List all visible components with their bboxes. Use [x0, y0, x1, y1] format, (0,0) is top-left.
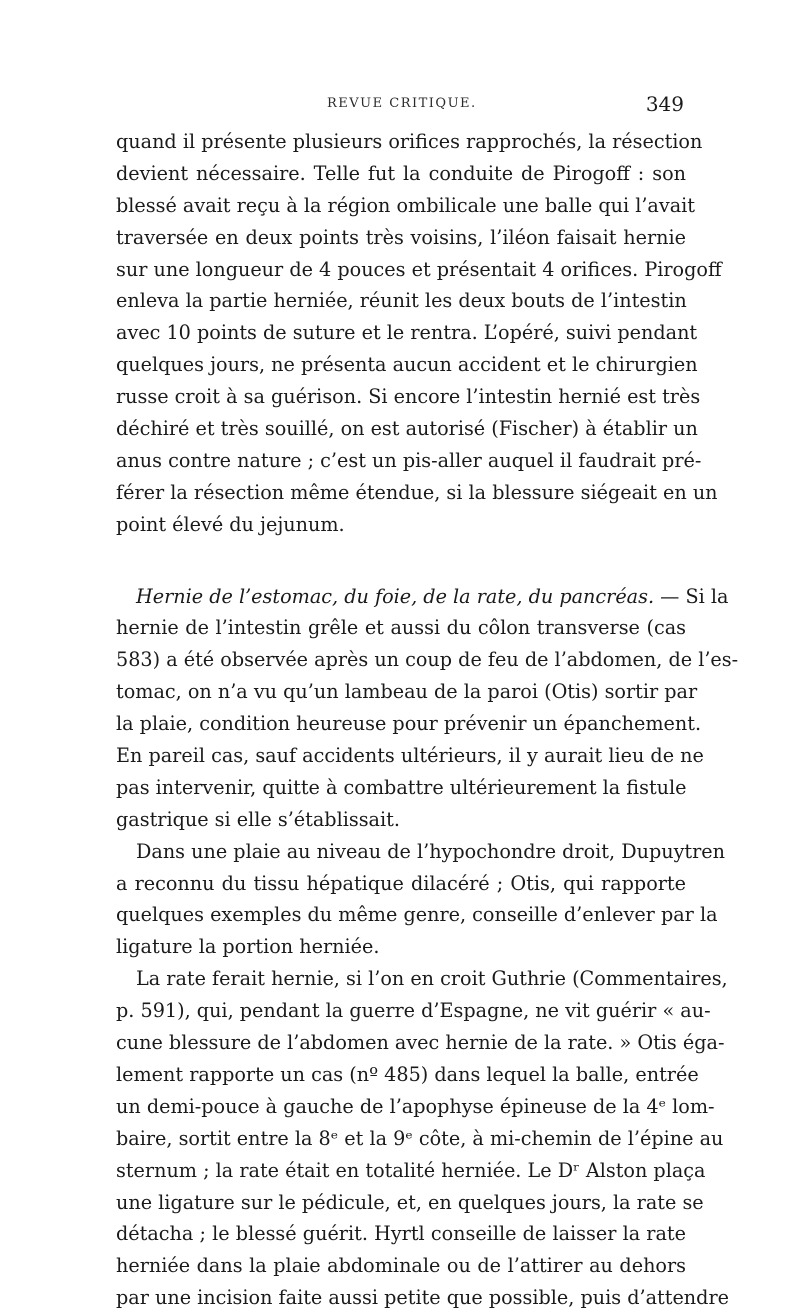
section-heading: Hernie de l’estomac, du foie, de la rate, du pancréas. — [136, 584, 655, 608]
text-line: férer la résection même étendue, si la blessure siégeait en un — [116, 480, 718, 504]
text-line: ligature la portion herniée. — [116, 935, 380, 959]
text-line: traversée en deux points très voisins, l’iléon faisait hernie — [116, 225, 686, 249]
text-line: pas intervenir, quitte à combattre ultérieurement la fistule — [116, 775, 687, 799]
body-text — [116, 126, 739, 1314]
text-line: lement rapporte un cas (nº 485) dans lequel la balle, entrée — [116, 1062, 699, 1086]
text-line: En pareil cas, sauf accidents ultérieurs, il y aurait lieu de ne — [116, 744, 704, 768]
text-line: russe croit à sa guérison. Si encore l’intestin hernié est très — [116, 385, 701, 409]
section-heading-line — [116, 581, 729, 613]
text-line: anus contre nature ; c’est un pis-aller auquel il faudrait pré- — [116, 448, 702, 472]
text-line: devient nécessaire. Telle fut la conduite de Pirogoff : son — [116, 161, 686, 185]
text-line: hernie de l’intestin grêle et aussi du côlon transverse (cas — [116, 616, 686, 640]
text-line: un demi-pouce à gauche de l’apophyse épineuse de la 4ᵉ lom- — [116, 1094, 715, 1118]
text-line: cune blessure de l’abdomen avec hernie de la rate. » Otis éga- — [116, 1031, 725, 1055]
text-line: une ligature sur le pédicule, et, en quelques jours, la rate se — [116, 1190, 704, 1214]
text-line: déchiré et très souillé, on est autorisé (Fischer) à établir un — [116, 417, 698, 441]
text-line: point élevé du jejunum. — [116, 512, 345, 536]
text-line: la plaie, condition heureuse pour prévenir un épanchement. — [116, 712, 702, 736]
text-line: a reconnu du tissu hépatique dilacéré ; Otis, qui rapporte — [116, 871, 686, 895]
text-line: quand il présente plusieurs orifices rapprochés, la résection — [116, 130, 703, 153]
text-line: enleva la partie herniée, réunit les deux bouts de l’intestin — [116, 289, 687, 313]
text-line: gastrique si elle s’établissait. — [116, 807, 400, 831]
page-number: 349 — [645, 92, 684, 116]
paragraph-3 — [116, 836, 726, 964]
text-line: quelques jours, ne présenta aucun accident et le chirurgien — [116, 353, 698, 377]
paragraph-2 — [116, 581, 739, 836]
text-line: herniée dans la plaie abdominale ou de l’attirer au dehors — [116, 1254, 686, 1278]
text-line: sur une longueur de 4 pouces et présentait 4 orifices. Pirogoff — [116, 257, 722, 281]
text-line: baire, sortit entre la 8ᵉ et la 9ᵉ côte, à mi-chemin de l’épine au — [116, 1126, 724, 1150]
text-line: p. 591), qui, pendant la guerre d’Espagne, ne vit guérir « au- — [116, 999, 711, 1023]
paragraph-1 — [116, 126, 722, 541]
section-break — [116, 541, 686, 581]
text-line: La rate ferait hernie, si l’on en croit Guthrie (Commentaires, — [136, 967, 728, 991]
paragraph-4 — [116, 963, 729, 1314]
text-line: Dans une plaie au niveau de l’hypochondre droit, Dupuytren — [136, 839, 726, 863]
text-line: 583) a été observée après un coup de feu de l’abdomen, de l’es- — [116, 648, 739, 672]
text-line: par une incision faite aussi petite que possible, puis d’attendre — [116, 1286, 729, 1310]
text-line: sternum ; la rate était en totalité herniée. Le Dʳ Alston plaça — [116, 1158, 706, 1182]
text-line: détacha ; le blessé guérit. Hyrtl conseille de laisser la rate — [116, 1222, 686, 1246]
text-line: tomac, on n’a vu qu’un lambeau de la paroi (Otis) sortir par — [116, 680, 698, 704]
heading-continuation: — Si la — [654, 584, 729, 608]
running-head: REVUE CRITIQUE. — [327, 96, 477, 111]
text-line: avec 10 points de suture et le rentra. L’opéré, suivi pendant — [116, 321, 698, 345]
text-line: blessé avait reçu à la région ombilicale une balle qui l’avait — [116, 193, 695, 217]
text-line: quelques exemples du même genre, conseille d’enlever par la — [116, 903, 718, 927]
